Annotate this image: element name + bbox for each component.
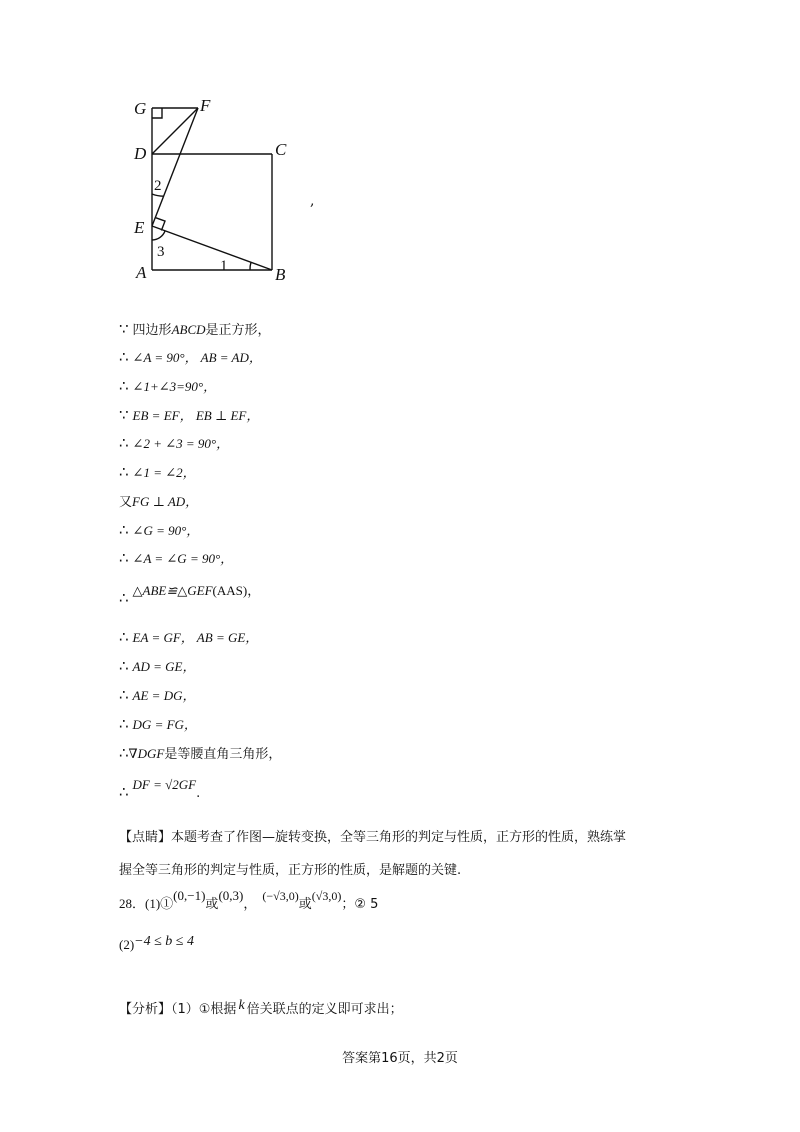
analysis-head: 【分析】（1）①根据: [119, 1002, 237, 1017]
proof-line-16: [119, 775, 201, 801]
label-F: F: [200, 96, 211, 115]
proof-paren: (AAS): [212, 583, 248, 598]
proof-line-15: [119, 743, 281, 762]
proof-line-6: [119, 462, 196, 481]
point-4: (√3,0): [311, 889, 342, 903]
segment-EB: [152, 226, 272, 270]
proof-suffix: 是正方形，: [205, 323, 271, 338]
proof-math: ∠1 = ∠2，: [132, 465, 196, 480]
proof-line-13: [119, 685, 195, 704]
proof-math: ∠A = 90°， AB = AD，: [132, 350, 262, 365]
label-B: B: [275, 265, 286, 284]
separator-part-2: ；② 5: [341, 897, 379, 912]
page-footer: 答案第16页，共2页: [342, 1051, 458, 1066]
segment-DF: [152, 108, 198, 154]
therefore-symbol: ∴: [119, 521, 129, 539]
proof-math: ∠2 + ∠3 = 90°，: [132, 436, 230, 451]
label-A: A: [136, 263, 147, 282]
therefore-symbol: ∴: [119, 549, 129, 567]
right-angle-mark-G: [152, 108, 162, 118]
point-1: (0,−1): [173, 888, 206, 903]
analysis-tail: 倍关联点的定义即可求出；: [246, 1002, 403, 1017]
because-symbol: ∵: [119, 406, 129, 424]
proof-line-7: [119, 491, 198, 510]
angle-label-2: 2: [154, 178, 162, 194]
proof-line-8: [119, 520, 199, 539]
proof-math: EB = EF， EB ⊥ EF，: [132, 408, 260, 423]
therefore-symbol: ∴: [119, 589, 129, 607]
proof-math: DF = √2GF: [132, 777, 197, 792]
proof-suffix: ，: [247, 584, 261, 599]
proof-math: FG ⊥ AD，: [132, 494, 199, 509]
proof-math: DG = FG，: [132, 717, 197, 732]
therefore-symbol: ∴: [119, 434, 129, 452]
label-G: G: [134, 99, 147, 118]
proof-math: ∇DGF: [128, 746, 165, 761]
proof-math: ABCD: [171, 322, 206, 337]
therefore-symbol: ∴: [119, 657, 129, 675]
proof-line-2: [119, 347, 262, 366]
proof-line-10: [119, 580, 261, 607]
or-word: 或: [205, 897, 219, 912]
proof-math: ∠1+∠3=90°，: [132, 379, 217, 394]
proof-text: 四边形: [132, 323, 172, 338]
separator: ，: [243, 897, 257, 912]
answer-28-line-2: [119, 933, 194, 950]
proof-suffix: 是等腰直角三角形，: [164, 747, 282, 762]
angle-label-3: 3: [157, 244, 165, 260]
answer-28-line-1: [119, 888, 379, 912]
proof-line-11: [119, 627, 258, 646]
or-word: 或: [298, 897, 312, 912]
point-3: (−√3,0): [262, 889, 299, 903]
therefore-symbol: ∴: [119, 628, 129, 646]
label-C: C: [275, 140, 287, 159]
analysis-line: [119, 998, 403, 1018]
angle-arc-2: [152, 194, 164, 196]
proof-prefix-you: 又: [119, 495, 133, 510]
figure-trailing-comma: ,: [310, 193, 315, 209]
proof-math: ∠A = ∠G = 90°，: [132, 551, 234, 566]
therefore-symbol: ∴: [119, 715, 129, 733]
proof-line-12: [119, 656, 195, 675]
comment-line-1: 【点睛】本题考查了作图—旋转变换，全等三角形的判定与性质，正方形的性质，熟练掌: [119, 830, 627, 845]
label-D: D: [134, 144, 147, 163]
proof-math: △ABE≌△GEF: [132, 583, 213, 598]
therefore-symbol: ∴: [119, 463, 129, 481]
therefore-symbol: ∴: [119, 744, 129, 762]
therefore-symbol: ∴: [119, 348, 129, 366]
therefore-symbol: ∴: [119, 686, 129, 704]
angle-arc-1: [250, 262, 251, 270]
segment-EF: [152, 108, 198, 226]
proof-math: EA = GF， AB = GE，: [132, 630, 259, 645]
part-2-math: −4 ≤ b ≤ 4: [134, 934, 194, 949]
part-2-label: (2): [119, 937, 135, 952]
proof-line-1: [119, 319, 271, 338]
k-variable: k: [238, 998, 245, 1013]
proof-math: ∠G = 90°，: [132, 523, 200, 538]
proof-line-9: [119, 548, 233, 567]
proof-line-5: [119, 433, 229, 452]
therefore-symbol: ∴: [119, 377, 129, 395]
proof-math: AD = GE，: [132, 659, 196, 674]
because-symbol: ∵: [119, 320, 129, 338]
answer-label: 28．(1)①: [119, 896, 174, 911]
proof-line-14: [119, 714, 197, 733]
point-2: (0,3): [218, 888, 244, 903]
comment-line-2: 握全等三角形的判定与性质，正方形的性质，是解题的关键.: [119, 863, 462, 878]
proof-line-3: [119, 376, 216, 395]
label-E: E: [134, 218, 145, 237]
proof-math: AE = DG，: [132, 688, 196, 703]
proof-suffix: .: [196, 786, 201, 801]
angle-label-1: 1: [220, 258, 228, 274]
proof-line-4: [119, 405, 259, 424]
therefore-symbol: ∴: [119, 783, 129, 801]
angle-arc-3: [152, 231, 165, 240]
geometry-figure: [120, 90, 320, 290]
